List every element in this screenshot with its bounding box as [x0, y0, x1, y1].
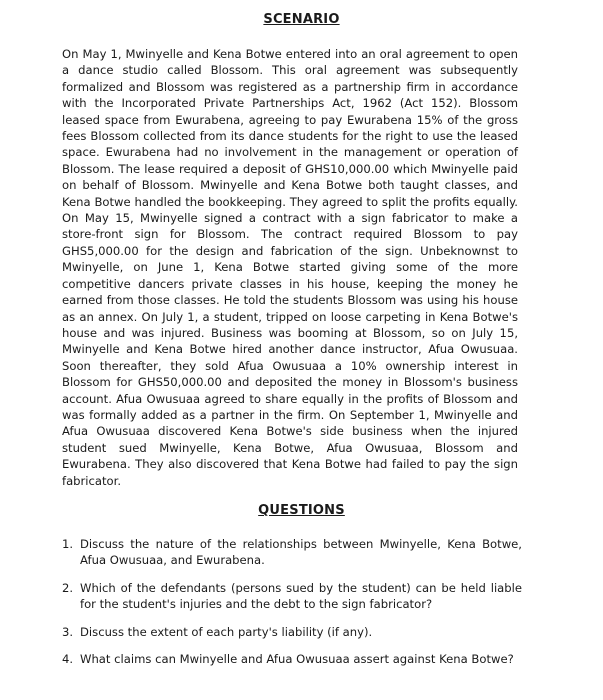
question-text: Discuss the extent of each party's liability (if any). — [80, 624, 373, 639]
question-item-1 — [62, 536, 522, 569]
question-item-2 — [62, 580, 522, 613]
question-text: What claims can Mwinyelle and Afua Owusuaa assert against Kena Botwe? — [80, 652, 514, 667]
question-number: 3. — [62, 624, 74, 639]
scenario-paragraph: On May 1, Mwinyelle and Kena Botwe entered into an oral agreement to open a dance studio called Blossom. This oral agreement was subsequently formalized and Blossom was registered as a partnership firm in accordance with the Incorporated Private Partnerships Act, 1962 (Act 152). Blossom leased space from Ewurabena, agreeing to pay Ewurabena 15% of the gross fees Blossom collected from its dance students for the right to use the leased space. Ewurabena had no involvement in the management or operation of Blossom. The lease required a deposit of GHS10,000.00 which Mwinyelle paid on behalf of Blossom. Mwinyelle and Kena Botwe both taught classes, and Kena Botwe handled the bookkeeping. They agreed to split the profits equally. On May 15, Mwinyelle signed a contract with a sign fabricator to make a store-front sign for Blossom. The contract required Blossom to pay GHS5,000.00 for the design and fabrication of the sign. Unbeknownst to Mwinyelle, on June 1, Kena Botwe started giving some of the more competitive dancers private classes in his house, keeping the money he earned from those classes. He told the students Blossom was using his house as an annex. On July 1, a student, tripped on loose carpeting in Kena Botwe's house and was injured. Business was booming at Blossom, so on July 15, Mwinyelle and Kena Botwe hired another dance instructor, Afua Owusuaa. Soon thereafter, they sold Afua Owusuaa a 10% ownership interest in Blossom for GHS50,000.00 and deposited the money in Blossom's business account. Afua Owusuaa agreed to share equally in the profits of Blossom and was formally added as a partner in the firm. On September 1, Mwinyelle and Afua Owusuaa discovered Kena Botwe's side business when the injured student sued Mwinyelle, Kena Botwe, Afua Owusuaa, Blossom and Ewurabena. They also discovered that Kena Botwe had failed to pay the sign fabricator. — [62, 47, 518, 488]
question-item-3 — [62, 624, 522, 640]
question-item-4 — [62, 651, 522, 667]
question-text: Discuss the nature of the relationships between Mwinyelle, Kena Botwe, Afua Owusuaa, and Ewurabena. — [80, 537, 522, 568]
questions-list — [62, 536, 522, 678]
question-number: 4. — [62, 652, 74, 667]
questions-heading: QUESTIONS — [258, 503, 345, 518]
question-text: Which of the defendants (persons sued by the student) can be held liable for the student's injuries and the debt to the sign fabricator? — [80, 580, 522, 612]
scenario-heading: SCENARIO — [263, 12, 340, 27]
question-number: 2. — [62, 580, 74, 595]
question-number: 1. — [62, 537, 74, 551]
